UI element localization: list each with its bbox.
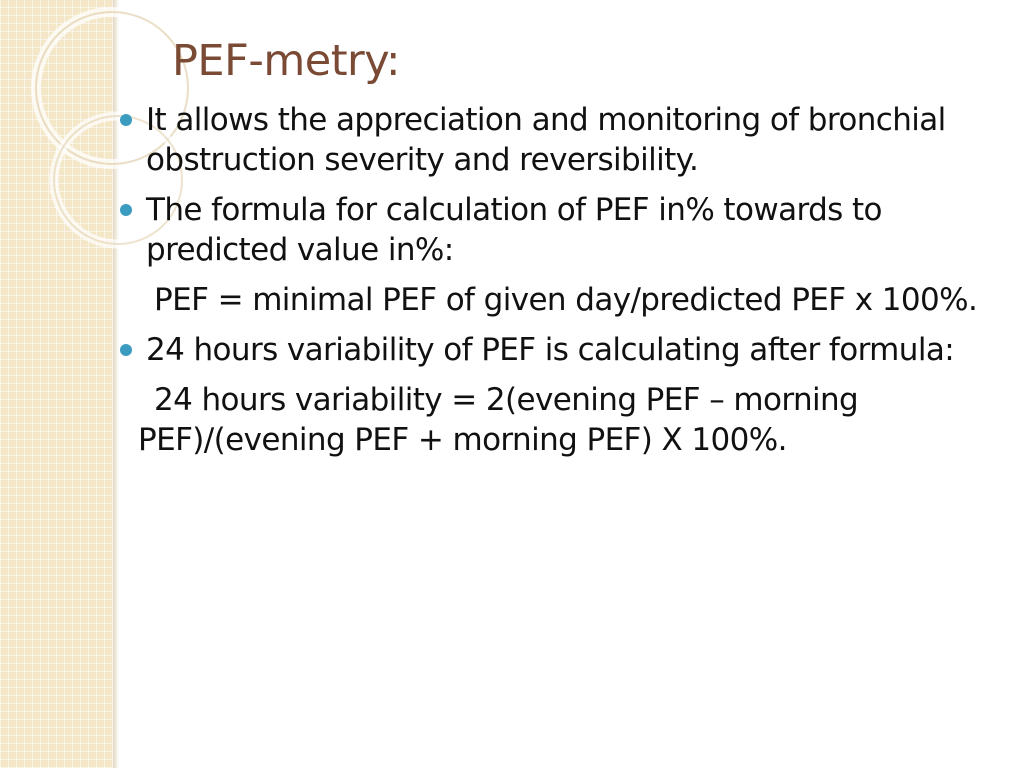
formula-text: 24 hours variability = 2(evening PEF – morning PEF)/(evening PEF + morning PEF) X 100%. xyxy=(138,382,859,458)
slide-title: PEF-metry: xyxy=(172,36,401,86)
bullet-text: It allows the appreciation and monitoring of bronchial obstruction severity and reversibility. xyxy=(146,102,946,178)
bullet-dot-icon xyxy=(120,204,132,216)
bullet-item xyxy=(120,100,1000,180)
bullet-dot-icon xyxy=(120,344,132,356)
bullet-item xyxy=(120,190,1000,270)
slide-content xyxy=(120,100,1000,470)
bullet-text: 24 hours variability of PEF is calculating after formula: xyxy=(146,332,955,368)
bullet-dot-icon xyxy=(120,114,132,126)
bullet-text: The formula for calculation of PEF in% towards to predicted value in%: xyxy=(146,192,882,268)
formula-text: PEF = minimal PEF of given day/predicted PEF x 100%. xyxy=(154,282,978,318)
bullet-item xyxy=(120,330,1000,370)
